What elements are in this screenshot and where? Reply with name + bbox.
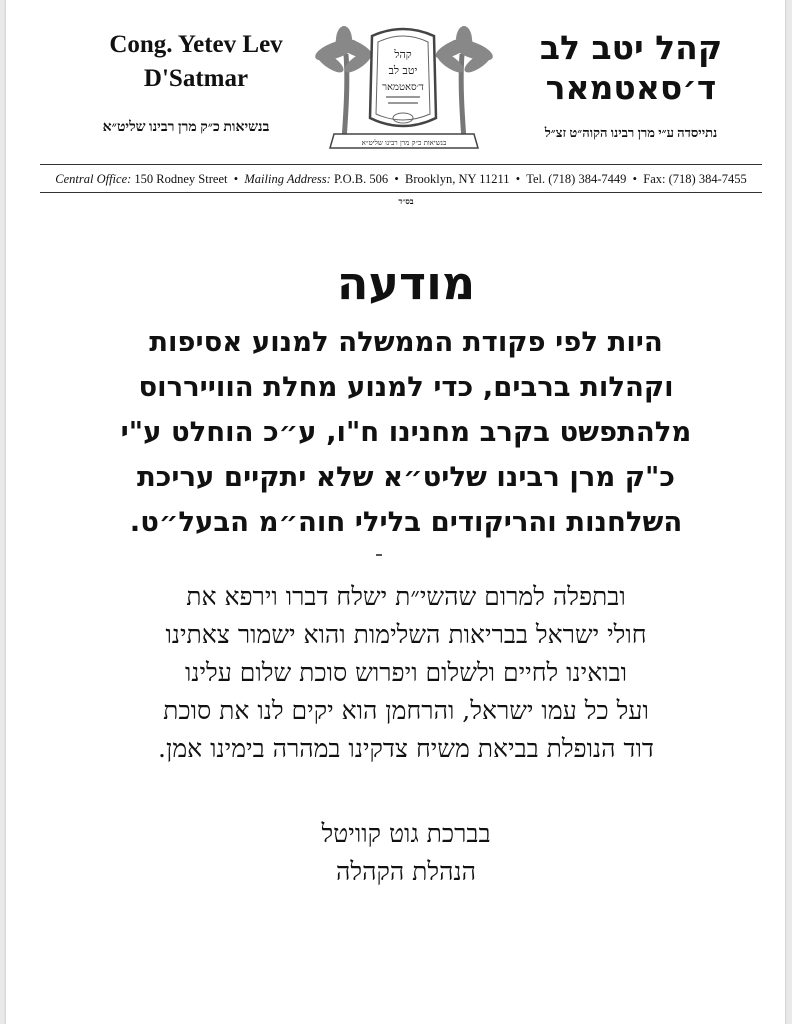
telephone: Tel. (718) 384-7449 [526,172,627,186]
address-bar [40,172,762,187]
left-hebrew-subtitle: בנשיאות כ״ק מרן רבינו שליט״א [102,120,270,135]
city: Brooklyn, NY 11211 [405,172,510,186]
bullet-separator: • [632,172,638,186]
svg-text:יטב לב: יטב לב [388,64,418,77]
notice-title: מודעה [336,256,476,310]
prayer-line: ועל כל עמו ישראל, והרחמן הוא יקים לנו את סוכת [163,696,649,725]
central-office-value: 150 Rodney Street [134,172,228,186]
svg-text:ד׳סאטמאר: ד׳סאטמאר [382,82,424,93]
notice-body [106,320,706,545]
mailing-address-label: Mailing Address: [244,172,331,186]
english-name-line2: D'Satmar [143,65,249,92]
header-rule-bottom [40,192,762,193]
section-separator [376,554,382,556]
signature-greeting: בברכת גוט קוויטל [321,819,491,848]
hebrew-name-line2: ד׳סאטמאר [545,68,717,107]
svg-text:בנשיאות כ״ק מרן רבינו שליט״א: בנשיאות כ״ק מרן רבינו שליט״א [361,139,447,147]
bullet-separator: • [394,172,399,186]
central-office-label: Central Office: [55,172,132,186]
bullet-separator: • [233,172,239,186]
fax: Fax: (718) 384-7455 [643,172,747,186]
palm-trees-crest-icon [306,22,501,157]
hebrew-congregation-name [516,28,746,108]
notice-line: השלחנות והריקודים בלילי חוה״מ הבעל״ט. [129,506,683,538]
notice-line: היות לפי פקודת הממשלה למנוע אסיפות [149,326,663,358]
prayer-line: חולי ישראל בבריאות השלימות והוא ישמור צאתינו [165,620,647,649]
prayer-line: ובתפלה למרום שהשי״ת ישלח דברו וירפא את [186,582,626,611]
bsd-mark: בס״ד [398,197,414,206]
svg-text:קהל: קהל [394,48,412,61]
right-hebrew-subtitle: נתייסדה ע״י מרן רבינו הקוה״ט זצ״ל [544,125,718,140]
english-name-line1: Cong. Yetev Lev [109,31,283,58]
notice-line: וקהלות ברבים, כדי למנוע מחלת הווייררוס [138,371,674,403]
header-rule-top [40,164,762,165]
bullet-separator: • [515,172,521,186]
letter-page [6,0,785,1024]
signature-signer: הנהלת הקהלה [336,857,476,886]
prayer-line: ובואינו לחיים ולשלום ויפרוש סוכת שלום עלינו [184,658,628,687]
mailing-address-value: P.O.B. 506 [333,172,389,186]
notice-line: מלהתפשט בקרב מחנינו ח"ו, ע״כ הוחלט ע"י [120,416,692,448]
prayer-paragraph [106,578,706,768]
notice-line: כ"ק מרן רבינו שליט״א שלא יתקיים עריכת [137,461,675,493]
english-congregation-name [76,28,316,96]
prayer-line: דוד הנופלת בביאת משיח צדקינו במהרה בימינו אמן. [158,734,654,763]
signature-block [206,815,606,891]
hebrew-name-line1: קהל יטב לב [539,28,723,67]
